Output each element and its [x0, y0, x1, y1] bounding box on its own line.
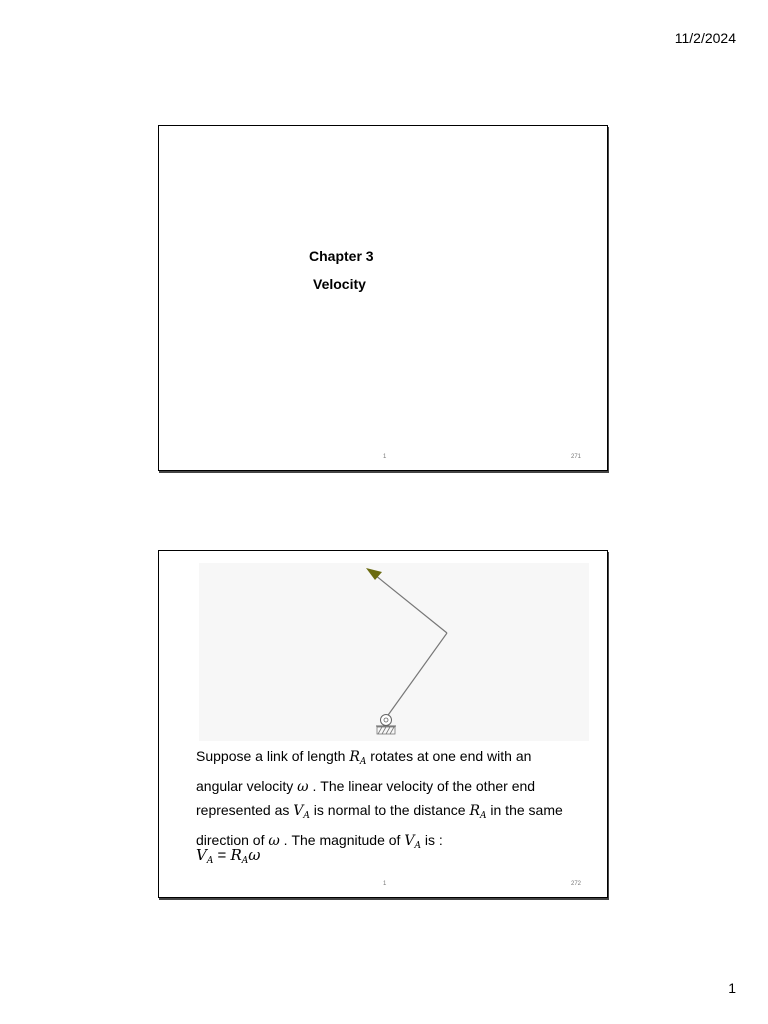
var-v: $V_A$: [293, 803, 310, 821]
slide-272: [158, 550, 608, 898]
page-date: 11/2/2024: [674, 30, 736, 46]
var-omega: ω: [268, 832, 280, 849]
formula-rhs: $R_A\omega$: [230, 846, 261, 866]
slide-title: Chapter 3: [309, 248, 374, 264]
slide-footer-center: 1: [383, 454, 387, 460]
var-v: $V_A$: [404, 832, 421, 851]
text-run: . The magnitude of: [279, 831, 405, 848]
formula-lhs: $V_A$: [196, 846, 214, 866]
link-line: [386, 633, 447, 718]
var-omega: ω: [297, 778, 309, 795]
text-run: angular velocity: [196, 777, 298, 794]
page-number: 1: [728, 980, 736, 996]
body-line-3: [196, 799, 596, 829]
body-line-2: [196, 775, 596, 800]
link-diagram-svg: [199, 563, 589, 741]
slide-number: 271: [570, 454, 581, 460]
link-diagram: [199, 563, 589, 741]
pivot-center: [384, 718, 388, 722]
slide-271: [158, 125, 608, 471]
text-run: represented as: [196, 802, 294, 818]
slide-footer-center: 1: [383, 881, 387, 887]
velocity-formula: [196, 846, 260, 866]
title-block: [309, 248, 374, 304]
text-run: rotates at one end with an: [366, 748, 532, 764]
text-run: is :: [420, 831, 443, 848]
text-run: is normal to the distance: [309, 802, 470, 818]
text-run: in the same: [486, 802, 563, 818]
text-run: Suppose a link of length: [196, 748, 350, 764]
velocity-line: [375, 575, 447, 633]
var-r: $R_A$: [349, 749, 367, 767]
text-run: . The linear velocity of the other end: [308, 777, 536, 794]
body-line-1: [196, 745, 596, 775]
ground-hatch: [378, 727, 394, 734]
formula-equals: =: [213, 847, 231, 864]
var-r: $R_A$: [469, 803, 487, 821]
slide-number: 272: [570, 881, 581, 887]
slide-subtitle: Velocity: [313, 276, 366, 292]
text-run: direction of: [196, 831, 269, 848]
slide-body-text: [196, 745, 596, 858]
